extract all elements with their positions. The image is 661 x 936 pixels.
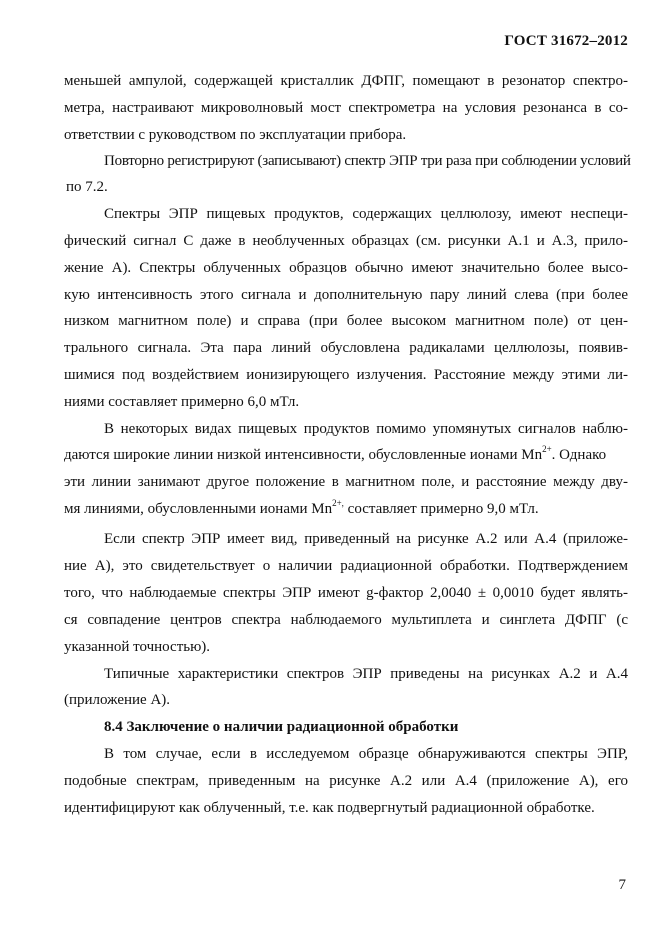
text-line: фический сигнал С даже в необлученных образцах (см. рисунки А.1 и А.3, прило- xyxy=(64,233,628,249)
text-line: подобные спектрам, приведенным на рисунке А.2 или А.4 (приложение А), его xyxy=(64,773,628,789)
text-line: указанной точностью). xyxy=(64,639,211,655)
text-line: метра, настраивают микроволновый мост спектрометра на условия резонанса в со- xyxy=(64,100,628,116)
section-heading: 8.4 Заключение о наличии радиационной обработки xyxy=(104,719,459,735)
text-fragment: мя линиями, обусловленными ионами Mn xyxy=(64,501,333,517)
text-line: того, что наблюдаемые спектры ЭПР имеют g-фактор 2,0040 ± 0,0010 будет являть- xyxy=(64,585,628,601)
text-line: идентифицируют как облученный, т.е. как подвергнутый радиационной обработке. xyxy=(64,800,595,816)
page-number: 7 xyxy=(618,877,626,893)
text-line: ние А), это свидетельствует о наличии радиационной обработки. Подтверждением xyxy=(64,558,628,574)
text-line-mn-2 xyxy=(64,500,539,518)
mn-charge-superscript: 2+, xyxy=(332,498,344,508)
text-line: Типичные характеристики спектров ЭПР приведены на рисунках А.2 и А.4 xyxy=(104,666,628,682)
text-line: меньшей ампулой, содержащей кристаллик ДФПГ, помещают в резонатор спектро- xyxy=(64,73,628,89)
text-fragment: . Однако xyxy=(551,447,607,463)
text-line: Спектры ЭПР пищевых продуктов, содержащих целлюлозу, имеют неспеци- xyxy=(104,206,628,222)
text-line: Повторно регистрируют (записывают) спектр ЭПР три раза при соблюдении условий xyxy=(104,153,631,169)
text-line: трального сигнала. Эта пара линий обусловлена радикалами целлюлозы, появив- xyxy=(64,340,628,356)
text-line: ответствии с руководством по эксплуатации прибора. xyxy=(64,127,407,143)
text-fragment: составляет примерно 9,0 мТл. xyxy=(343,501,539,517)
text-line: по 7.2. xyxy=(66,179,108,195)
text-fragment: даются широкие линии низкой интенсивности, обусловленные ионами Mn xyxy=(64,447,543,463)
text-line: эти линии занимают другое положение в магнитном поле, и расстояние между дву- xyxy=(64,474,628,490)
text-line: (приложение А). xyxy=(64,692,171,708)
text-line: ниями составляет примерно 6,0 мТл. xyxy=(64,394,300,410)
standard-header: ГОСТ 31672–2012 xyxy=(504,33,628,49)
text-line: жение А). Спектры облученных образцов обычно имеют значительно более высо- xyxy=(64,260,628,276)
text-line: В некоторых видах пищевых продуктов помимо упомянутых сигналов наблю- xyxy=(104,421,628,437)
text-line: низком магнитном поле) и справа (при более высоком магнитном поле) от цен- xyxy=(64,313,628,329)
mn-charge-superscript: 2+ xyxy=(542,444,552,454)
text-line: ся совпадение центров спектра наблюдаемого мультиплета и синглета ДФПГ (с xyxy=(64,612,628,628)
text-line: Если спектр ЭПР имеет вид, приведенный на рисунке А.2 или А.4 (приложе- xyxy=(104,531,628,547)
text-line: шимися под воздействием ионизирующего излучения. Расстояние между этими ли- xyxy=(64,367,628,383)
text-line-mn-1 xyxy=(64,446,628,464)
text-line: кую интенсивность этого сигнала и дополнительную пару линий слева (при более xyxy=(64,287,628,303)
text-line: В том случае, если в исследуемом образце обнаруживаются спектры ЭПР, xyxy=(104,746,628,762)
